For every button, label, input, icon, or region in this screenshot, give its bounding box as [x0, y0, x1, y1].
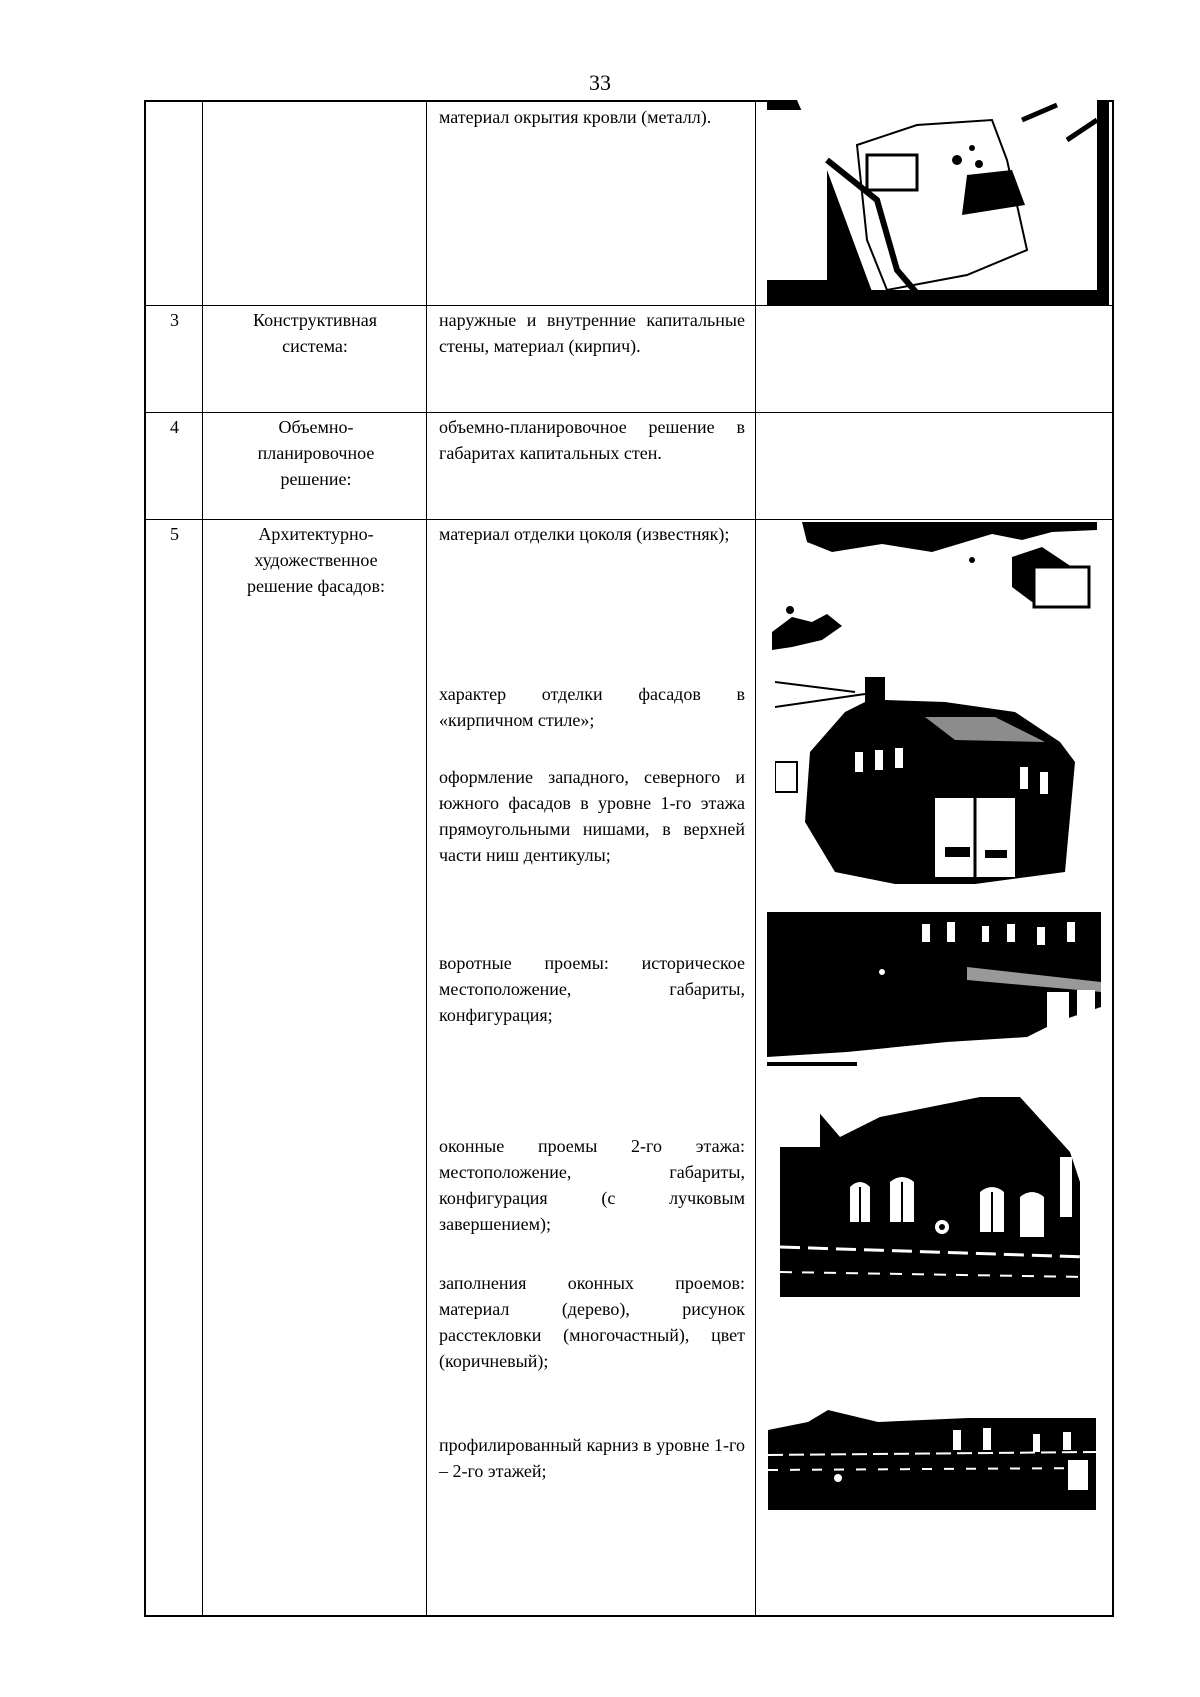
row-number: 4 [170, 417, 179, 437]
gate-openings-photo [767, 912, 1101, 1072]
facade-corner-photo [775, 672, 1097, 887]
table-border-left [144, 101, 146, 1616]
description-item: воротные проемы: историческое местоположение, габариты, конфигурация; [439, 953, 745, 1025]
table-column-divider [202, 101, 203, 1616]
roof-aerial-photo [767, 100, 1109, 305]
table-border-right [1112, 101, 1114, 1616]
page-number: 33 [589, 70, 611, 95]
row-number: 3 [170, 310, 179, 330]
row-name: Конструктивная система: [253, 310, 377, 356]
table-column-divider [426, 101, 427, 1616]
windows-photo [780, 1097, 1086, 1297]
row-name: Архитектурно-художественное решение фасадов: [246, 524, 386, 596]
row-description [439, 414, 745, 466]
description-item: профилированный карниз в уровне 1-го – 2-го этажей; [439, 1435, 745, 1481]
row-number: 5 [170, 524, 179, 544]
plinth-photo [772, 522, 1097, 652]
description-item: заполнения оконных проемов: материал (дерево), рисунок расстекловки (многочастный), цвет (коричневый); [439, 1273, 745, 1371]
cornice-photo [768, 1410, 1096, 1510]
description-item: материал окрытия кровли (металл). [439, 107, 712, 127]
description-item: характер отделки фасадов в «кирпичном стиле»; [439, 684, 745, 730]
description-item: объемно-планировочное решение в габаритах капитальных стен. [439, 417, 745, 463]
table-row-divider [144, 519, 1114, 520]
description-item: оформление западного, северного и южного фасадов в уровне 1-го этажа прямоугольными нишами, в верхней части ниш дентикулы; [439, 767, 745, 865]
table-row-divider [144, 305, 1114, 306]
table-column-divider [755, 101, 756, 1616]
row-name: Объемно-планировочное решение: [257, 417, 375, 489]
row-description [439, 104, 745, 130]
description-item: наружные и внутренние капитальные стены, материал (кирпич). [439, 310, 745, 356]
table-row-divider [144, 412, 1114, 413]
table-border-bottom [144, 1615, 1114, 1617]
row-description [439, 307, 745, 359]
description-item: материал отделки цоколя (известняк); [439, 524, 730, 544]
description-item: оконные проемы 2-го этажа: местоположение, габариты, конфигурация (с лучковым завершением); [439, 1136, 745, 1234]
